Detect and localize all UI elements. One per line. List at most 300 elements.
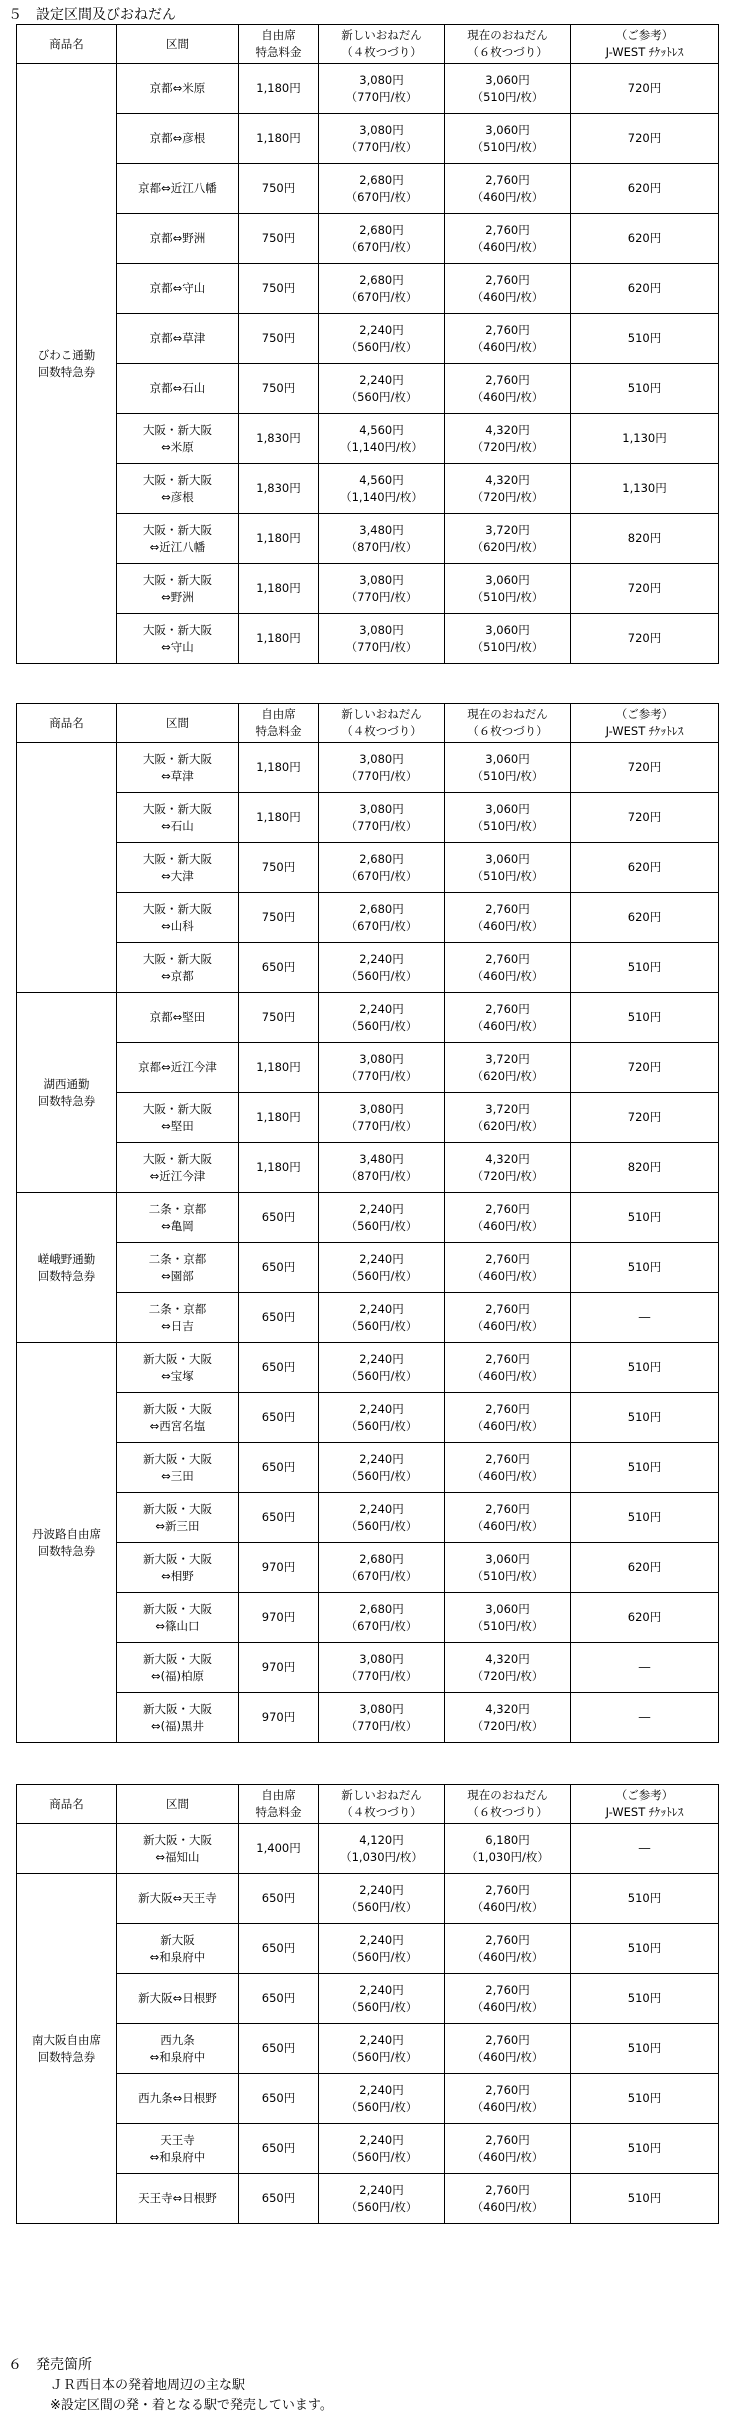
section-text: 京都⇔野洲 (149, 231, 206, 245)
header-express-fee-text: 特急料金 (255, 45, 302, 59)
product-name-cell (17, 993, 117, 1193)
header-new-price-text: 新しいおねだん (341, 28, 422, 42)
section-cell (117, 364, 239, 414)
current-price-text: （460円/枚） (471, 968, 544, 983)
section-text: 大阪・新大阪 (143, 622, 212, 637)
current-price-cell (445, 1974, 571, 2024)
header-product (17, 1785, 117, 1824)
new-price-text: （560円/枚） (345, 1268, 418, 1283)
new-price-cell (319, 2124, 445, 2174)
table-row (17, 564, 719, 614)
new-price-text: 3,080円 (359, 122, 404, 137)
section-text: 新大阪・大阪 (143, 1351, 212, 1366)
current-price-cell (445, 1393, 571, 1443)
current-price-text: 2,760円 (485, 1401, 530, 1416)
header-current-price-text: （６枚つづり） (467, 1805, 548, 1819)
product-name: 回数特急券 (37, 1093, 96, 1108)
express-fee-cell: 650円 (239, 1243, 319, 1293)
current-price-text: （460円/枚） (471, 1018, 544, 1033)
section-cell (117, 1243, 239, 1293)
new-price-text: 2,240円 (359, 2182, 404, 2197)
current-price-text: （720円/枚） (471, 489, 544, 504)
current-price-text: （720円/枚） (471, 1168, 544, 1183)
section-text: ⇔(福)黒井 (150, 1718, 205, 1733)
table-row (17, 464, 719, 514)
current-price-text: 4,320円 (485, 422, 530, 437)
new-price-text: （770円/枚） (345, 1118, 418, 1133)
product-name: 湖西通勤 (43, 1076, 90, 1091)
section-text: ⇔山科 (161, 918, 194, 933)
new-price-text: 2,240円 (359, 2132, 404, 2147)
reference-price-cell: 720円 (571, 1043, 719, 1093)
table-row (17, 2124, 719, 2174)
section-text: 大阪・新大阪 (143, 422, 212, 437)
table-row (17, 1924, 719, 1974)
reference-price-cell: 720円 (571, 793, 719, 843)
reference-price-cell: 510円 (571, 1924, 719, 1974)
section-text: 新大阪・大阪 (143, 1601, 212, 1616)
reference-price-cell: 720円 (571, 64, 719, 114)
header-section-text: 区間 (166, 1796, 189, 1811)
reference-price-cell: 1,130円 (571, 414, 719, 464)
express-fee-cell: 650円 (239, 1924, 319, 1974)
new-price-text: 4,560円 (359, 472, 404, 487)
section-cell (117, 893, 239, 943)
new-price-cell (319, 1293, 445, 1343)
express-fee-cell: 650円 (239, 2024, 319, 2074)
current-price-cell (445, 943, 571, 993)
product-name: びわこ通勤 (37, 347, 96, 362)
new-price-cell (319, 1043, 445, 1093)
section-cell (117, 114, 239, 164)
current-price-text: 2,760円 (485, 2082, 530, 2097)
current-price-text: （1,030円/枚） (466, 1849, 549, 1864)
express-fee-cell: 1,180円 (239, 614, 319, 664)
new-price-text: 2,240円 (359, 1451, 404, 1466)
new-price-cell (319, 364, 445, 414)
new-price-text: （560円/枚） (345, 2149, 418, 2164)
new-price-cell (319, 414, 445, 464)
sales-location-text: ＪＲ西日本の発着地周辺の主な駅 (50, 2378, 246, 2393)
header-express-fee (239, 704, 319, 743)
reference-price-cell: 720円 (571, 1093, 719, 1143)
table-row (17, 793, 719, 843)
section-text: 天王寺 (160, 2132, 195, 2147)
header-new-price-text: （４枚つづり） (341, 45, 422, 59)
express-fee-cell: 750円 (239, 843, 319, 893)
new-price-text: 2,240円 (359, 1882, 404, 1897)
new-price-text: 3,480円 (359, 1151, 404, 1166)
section-text: ⇔大津 (161, 868, 194, 883)
header-product (17, 704, 117, 743)
section-cell (117, 1493, 239, 1543)
express-fee-cell: 1,830円 (239, 464, 319, 514)
section-cell (117, 843, 239, 893)
section-text: ⇔日吉 (161, 1318, 194, 1333)
current-price-cell (445, 1693, 571, 1743)
new-price-cell (319, 1643, 445, 1693)
fare-table-3 (16, 1784, 719, 2224)
section-text: ⇔三田 (161, 1468, 194, 1483)
table-row (17, 2024, 719, 2074)
express-fee-cell: 1,180円 (239, 1043, 319, 1093)
new-price-text: 2,240円 (359, 2032, 404, 2047)
current-price-text: （460円/枚） (471, 1468, 544, 1483)
current-price-cell (445, 2024, 571, 2074)
new-price-text: 2,240円 (359, 1301, 404, 1316)
current-price-text: （460円/枚） (471, 2099, 544, 2114)
section-cell (117, 264, 239, 314)
current-price-cell (445, 843, 571, 893)
current-price-cell (445, 464, 571, 514)
table-row (17, 64, 719, 114)
new-price-text: （560円/枚） (345, 1899, 418, 1914)
current-price-text: 6,180円 (485, 1832, 530, 1847)
new-price-text: （670円/枚） (345, 189, 418, 204)
reference-price-cell: 620円 (571, 893, 719, 943)
header-new-price-text: 新しいおねだん (341, 707, 422, 721)
table-row (17, 1193, 719, 1243)
reference-price-cell: 1,130円 (571, 464, 719, 514)
header-new-price (319, 1785, 445, 1824)
express-fee-cell: 1,180円 (239, 793, 319, 843)
current-price-text: （460円/枚） (471, 389, 544, 404)
section-cell (117, 2074, 239, 2124)
section-text: 大阪・新大阪 (143, 572, 212, 587)
header-reference-text: J-WEST ﾁｹｯﾄﾚｽ (605, 1805, 684, 1819)
table-row (17, 1043, 719, 1093)
new-price-text: （560円/枚） (345, 1368, 418, 1383)
header-current-price-text: 現在のおねだん (467, 1788, 548, 1802)
new-price-cell (319, 614, 445, 664)
new-price-cell (319, 1243, 445, 1293)
current-price-text: 3,060円 (485, 801, 530, 816)
header-current-price (445, 25, 571, 64)
table-row (17, 1393, 719, 1443)
section-text: 大阪・新大阪 (143, 1151, 212, 1166)
table-row (17, 1874, 719, 1924)
table-row (17, 1643, 719, 1693)
section-text: 大阪・新大阪 (143, 472, 212, 487)
new-price-text: （770円/枚） (345, 139, 418, 154)
express-fee-cell: 650円 (239, 1193, 319, 1243)
new-price-cell (319, 1693, 445, 1743)
new-price-text: （770円/枚） (345, 818, 418, 833)
section-cell (117, 314, 239, 364)
express-fee-cell: 970円 (239, 1593, 319, 1643)
current-price-text: （460円/枚） (471, 189, 544, 204)
section-text: ⇔宝塚 (161, 1368, 194, 1383)
current-price-text: 2,760円 (485, 322, 530, 337)
table-row (17, 514, 719, 564)
current-price-cell (445, 314, 571, 364)
new-price-text: （670円/枚） (345, 868, 418, 883)
new-price-text: （670円/枚） (345, 289, 418, 304)
header-express-fee-text: 自由席 (261, 28, 296, 42)
reference-price-cell: 510円 (571, 2124, 719, 2174)
reference-price-cell: 510円 (571, 1493, 719, 1543)
section-text: 新大阪⇔日根野 (138, 1991, 217, 2005)
section-cell (117, 1043, 239, 1093)
new-price-cell (319, 1093, 445, 1143)
section-text: ⇔守山 (161, 639, 194, 654)
section-text: 京都⇔草津 (149, 331, 206, 345)
section-text: ⇔福知山 (155, 1849, 200, 1864)
new-price-cell (319, 1143, 445, 1193)
header-express-fee-text: 自由席 (261, 707, 296, 721)
section-cell (117, 1343, 239, 1393)
express-fee-cell: 750円 (239, 893, 319, 943)
section-cell (117, 1443, 239, 1493)
table-row (17, 1243, 719, 1293)
section-text: 新大阪 (160, 1932, 195, 1947)
section-text: 京都⇔堅田 (149, 1010, 206, 1024)
header-current-price (445, 1785, 571, 1824)
table-row (17, 1693, 719, 1743)
table-row (17, 1824, 719, 1874)
current-price-text: 2,760円 (485, 1451, 530, 1466)
current-price-cell (445, 2074, 571, 2124)
current-price-text: 2,760円 (485, 2182, 530, 2197)
section-text: ⇔篠山口 (155, 1618, 200, 1633)
product-name-cell (17, 64, 117, 664)
express-fee-cell: 650円 (239, 2174, 319, 2224)
section-cell (117, 1874, 239, 1924)
reference-price-cell: 510円 (571, 364, 719, 414)
product-name: 回数特急券 (37, 364, 96, 379)
reference-price-cell: 510円 (571, 2174, 719, 2224)
current-price-cell (445, 1643, 571, 1693)
header-express-fee (239, 25, 319, 64)
current-price-text: 4,320円 (485, 1151, 530, 1166)
section-cell (117, 1393, 239, 1443)
new-price-text: 3,080円 (359, 72, 404, 87)
current-price-text: （510円/枚） (471, 139, 544, 154)
table-row (17, 1343, 719, 1393)
section-text: 新大阪・大阪 (143, 1651, 212, 1666)
section-cell (117, 614, 239, 664)
current-price-text: （460円/枚） (471, 918, 544, 933)
section-text: 二条・京都 (148, 1301, 207, 1316)
new-price-text: 2,680円 (359, 272, 404, 287)
new-price-text: 4,120円 (359, 1832, 404, 1847)
reference-price-cell: 510円 (571, 314, 719, 364)
express-fee-cell: 750円 (239, 264, 319, 314)
new-price-text: 3,080円 (359, 801, 404, 816)
table-row (17, 1593, 719, 1643)
section-text: ⇔堅田 (161, 1118, 194, 1133)
new-price-text: （770円/枚） (345, 768, 418, 783)
header-express-fee-text: 特急料金 (255, 1805, 302, 1819)
current-price-text: （460円/枚） (471, 1418, 544, 1433)
new-price-text: 2,240円 (359, 1201, 404, 1216)
reference-price-cell: 510円 (571, 1874, 719, 1924)
reference-price-cell: 620円 (571, 1543, 719, 1593)
section-text: 大阪・新大阪 (143, 1101, 212, 1116)
current-price-cell (445, 564, 571, 614)
new-price-text: 4,560円 (359, 422, 404, 437)
reference-price-cell: 510円 (571, 1974, 719, 2024)
section-text: ⇔野洲 (161, 589, 194, 604)
current-price-text: 2,760円 (485, 1201, 530, 1216)
section-text: 二条・京都 (148, 1251, 207, 1266)
header-reference (571, 25, 719, 64)
current-price-text: （510円/枚） (471, 89, 544, 104)
section-text: ⇔西宮名塩 (149, 1418, 206, 1433)
reference-price-cell: 720円 (571, 114, 719, 164)
new-price-text: 2,240円 (359, 1001, 404, 1016)
product-name-cell (17, 743, 117, 993)
new-price-cell (319, 1493, 445, 1543)
express-fee-cell: 1,180円 (239, 564, 319, 614)
section-text: ⇔石山 (161, 818, 194, 833)
current-price-cell (445, 1343, 571, 1393)
new-price-cell (319, 1443, 445, 1493)
table-row (17, 264, 719, 314)
table-row (17, 1143, 719, 1193)
new-price-text: （770円/枚） (345, 89, 418, 104)
header-product-text: 商品名 (49, 1796, 84, 1811)
current-price-cell (445, 114, 571, 164)
reference-price-cell: 620円 (571, 1593, 719, 1643)
new-price-text: （560円/枚） (345, 1468, 418, 1483)
new-price-cell (319, 64, 445, 114)
current-price-text: （510円/枚） (471, 818, 544, 833)
new-price-cell (319, 164, 445, 214)
current-price-text: 2,760円 (485, 172, 530, 187)
new-price-text: 3,080円 (359, 1051, 404, 1066)
express-fee-cell: 1,180円 (239, 64, 319, 114)
table-row (17, 114, 719, 164)
header-new-price (319, 704, 445, 743)
table-row (17, 2174, 719, 2224)
current-price-text: （460円/枚） (471, 1999, 544, 2014)
new-price-cell (319, 1393, 445, 1443)
section-cell (117, 1593, 239, 1643)
sales-location-note: ※設定区間の発・着となる駅で発売しています。 (50, 2398, 333, 2413)
current-price-text: 2,760円 (485, 1001, 530, 1016)
express-fee-cell: 650円 (239, 1443, 319, 1493)
new-price-cell (319, 2174, 445, 2224)
header-reference-text: （ご参考） (615, 28, 674, 42)
header-new-price (319, 25, 445, 64)
fare-table-2 (16, 703, 719, 1743)
table-row (17, 314, 719, 364)
new-price-text: 2,680円 (359, 851, 404, 866)
current-price-cell (445, 1593, 571, 1643)
express-fee-cell: 650円 (239, 943, 319, 993)
new-price-text: （560円/枚） (345, 1018, 418, 1033)
new-price-text: 2,240円 (359, 2082, 404, 2097)
current-price-text: 4,320円 (485, 472, 530, 487)
section-text: ⇔草津 (161, 768, 194, 783)
section-cell (117, 1193, 239, 1243)
current-price-text: 3,060円 (485, 572, 530, 587)
table-row (17, 414, 719, 464)
new-price-text: （870円/枚） (345, 1168, 418, 1183)
current-price-cell (445, 1824, 571, 1874)
express-fee-cell: 1,400円 (239, 1824, 319, 1874)
product-name-cell (17, 1874, 117, 2224)
new-price-text: 3,080円 (359, 622, 404, 637)
new-price-text: 2,240円 (359, 1401, 404, 1416)
header-section (117, 25, 239, 64)
table-row (17, 1443, 719, 1493)
reference-price-cell: 820円 (571, 514, 719, 564)
current-price-text: 3,060円 (485, 851, 530, 866)
express-fee-cell: 970円 (239, 1543, 319, 1593)
new-price-text: （560円/枚） (345, 2049, 418, 2064)
section-cell (117, 793, 239, 843)
new-price-text: 2,240円 (359, 1932, 404, 1947)
express-fee-cell: 1,180円 (239, 743, 319, 793)
header-new-price-text: 新しいおねだん (341, 1788, 422, 1802)
new-price-text: （560円/枚） (345, 1218, 418, 1233)
express-fee-cell: 750円 (239, 314, 319, 364)
section-6-heading: ６ 発売箇所 (8, 2357, 92, 2373)
current-price-text: （460円/枚） (471, 2199, 544, 2214)
product-name: 回数特急券 (37, 1268, 96, 1283)
current-price-text: （460円/枚） (471, 1368, 544, 1383)
new-price-cell (319, 514, 445, 564)
table-row (17, 843, 719, 893)
express-fee-cell: 750円 (239, 364, 319, 414)
express-fee-cell: 750円 (239, 993, 319, 1043)
current-price-cell (445, 364, 571, 414)
header-current-price-text: （６枚つづり） (467, 724, 548, 738)
current-price-text: 2,760円 (485, 2132, 530, 2147)
section-text: 大阪・新大阪 (143, 751, 212, 766)
header-express-fee (239, 1785, 319, 1824)
section-cell (117, 943, 239, 993)
current-price-text: 2,760円 (485, 2032, 530, 2047)
new-price-text: 2,240円 (359, 1251, 404, 1266)
header-reference-text: J-WEST ﾁｹｯﾄﾚｽ (605, 724, 684, 738)
current-price-text: （460円/枚） (471, 1218, 544, 1233)
section-cell (117, 2124, 239, 2174)
current-price-text: 2,760円 (485, 372, 530, 387)
new-price-text: 2,680円 (359, 222, 404, 237)
current-price-text: （620円/枚） (471, 539, 544, 554)
section-text: ⇔和泉府中 (149, 2149, 206, 2164)
section-cell (117, 1543, 239, 1593)
header-new-price-text: （４枚つづり） (341, 724, 422, 738)
table-row (17, 993, 719, 1043)
new-price-text: 2,240円 (359, 1501, 404, 1516)
table-row (17, 614, 719, 664)
section-text: 京都⇔彦根 (149, 131, 206, 145)
section-text: ⇔和泉府中 (149, 2049, 206, 2064)
section-text: 新大阪⇔天王寺 (138, 1891, 217, 1905)
table-row (17, 1293, 719, 1343)
header-row (17, 25, 719, 64)
new-price-text: 3,080円 (359, 572, 404, 587)
section-text: 大阪・新大阪 (143, 951, 212, 966)
header-section (117, 1785, 239, 1824)
new-price-cell (319, 1924, 445, 1974)
express-fee-cell: 750円 (239, 164, 319, 214)
new-price-text: （1,140円/枚） (340, 489, 423, 504)
reference-price-cell: 510円 (571, 1393, 719, 1443)
section-cell (117, 1643, 239, 1693)
header-row (17, 1785, 719, 1824)
section-text: 大阪・新大阪 (143, 851, 212, 866)
current-price-cell (445, 1193, 571, 1243)
header-express-fee-text: 特急料金 (255, 724, 302, 738)
table-row (17, 943, 719, 993)
new-price-cell (319, 2074, 445, 2124)
new-price-cell (319, 1593, 445, 1643)
